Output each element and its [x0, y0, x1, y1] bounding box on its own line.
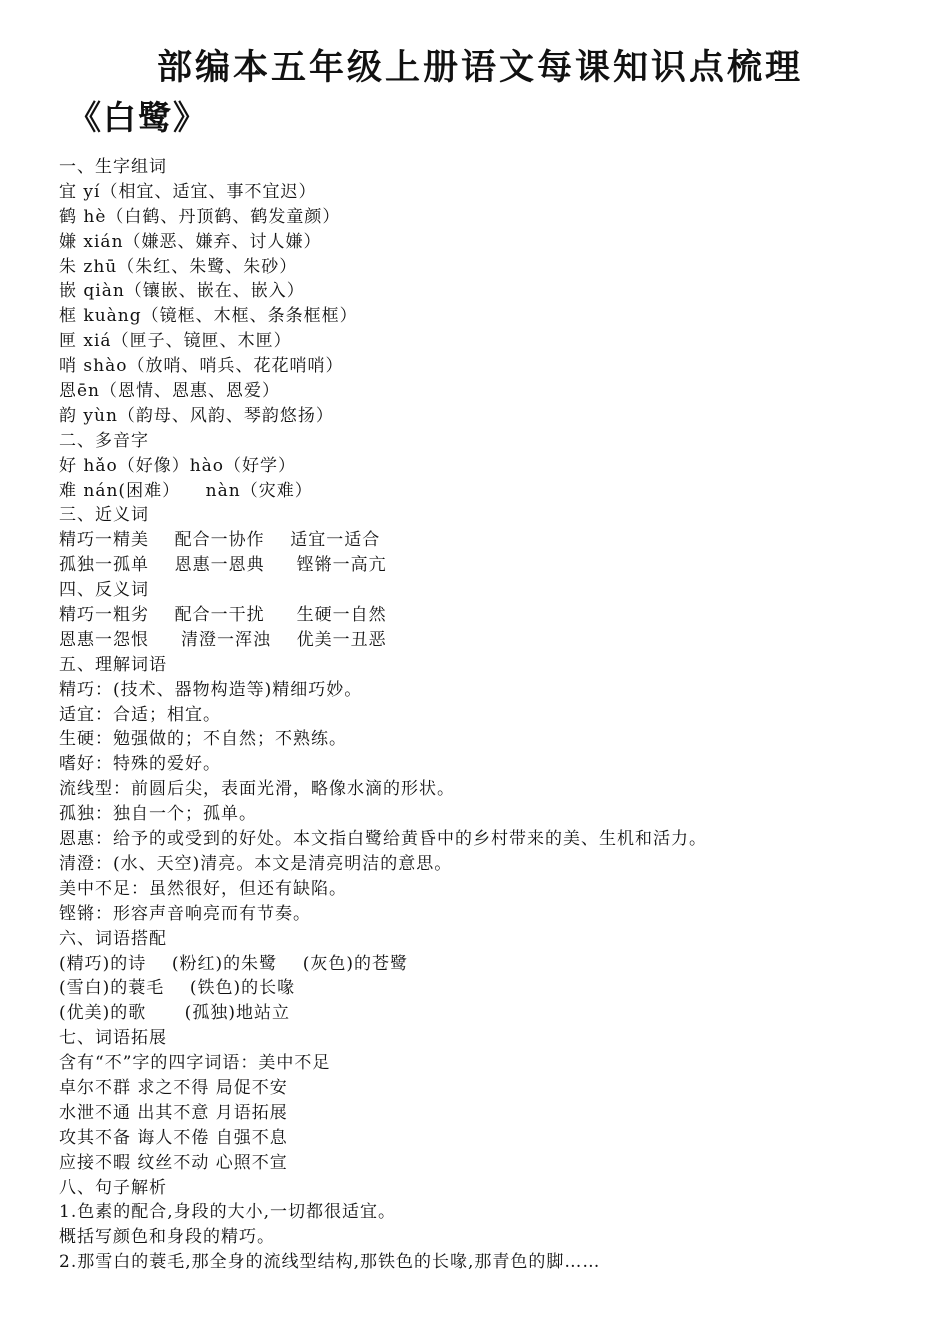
text-line: 好 hǎo（好像）hào（好学） — [59, 455, 297, 476]
text-line: 卓尔不群 求之不得 局促不安 — [59, 1077, 288, 1098]
title-text: 部编本五年级上册语文每课知识点梳理 — [156, 47, 803, 88]
text-line: 精巧一精美 配合一协作 适宜一适合 — [59, 530, 381, 551]
text-line: 1.色素的配合,身段的大小,一切都很适宜。 — [59, 1202, 397, 1223]
text-line: 朱 zhū（朱红、朱鹭、朱砂） — [59, 256, 298, 277]
text-line: 难 nán(困难） nàn（灾难） — [59, 480, 313, 501]
text-line: 嫌 xián（嫌恶、嫌弃、讨人嫌） — [59, 231, 322, 252]
text-line: 恩惠：给予的或受到的好处。本文指白鹭给黄昏中的乡村带来的美、生机和活力。 — [59, 829, 707, 850]
text-line: 哨 shào（放哨、哨兵、花花哨哨） — [59, 356, 344, 377]
text-line: 孤独一孤单 恩惠一恩典 铿锵一高亢 — [59, 555, 387, 576]
text-line: 流线型：前圆后尖，表面光滑，略像水滴的形状。 — [59, 779, 455, 800]
text-line: 匣 xiá（匣子、镜匣、木匣） — [59, 331, 292, 352]
text-line: 恩ēn（恩情、恩惠、恩爱） — [59, 381, 281, 402]
text-line: 含有“不”字的四字词语：美中不足 — [59, 1053, 331, 1074]
text-line: 七、词语拓展 — [59, 1028, 167, 1049]
text-line: 框 kuàng（镜框、木框、条条框框） — [59, 306, 358, 327]
text-line: 铿锵：形容声音响亮而有节奏。 — [59, 903, 311, 924]
text-line: (优美)的歌 (孤独)地站立 — [59, 1003, 290, 1024]
text-line: 宜 yí（相宜、适宜、事不宜迟） — [59, 181, 317, 202]
text-line: 五、理解词语 — [59, 654, 167, 675]
text-line: 概括写颜色和身段的精巧。 — [59, 1227, 275, 1248]
text-line: 六、词语搭配 — [59, 928, 167, 949]
text-line: 嵌 qiàn（镶嵌、嵌在、嵌入） — [59, 281, 305, 302]
text-line: 嗜好：特殊的爱好。 — [59, 754, 221, 775]
text-line: (精巧)的诗 (粉红)的朱鹭 (灰色)的苍鹭 — [59, 953, 409, 974]
lesson-title: 《白鹭》 — [68, 98, 208, 137]
text-line: 应接不暇 纹丝不动 心照不宣 — [59, 1152, 288, 1173]
text-line: 美中不足：虽然很好，但还有缺陷。 — [59, 878, 347, 899]
text-line: 精巧：(技术、器物构造等)精细巧妙。 — [59, 679, 363, 700]
text-line: 水泄不通 出其不意 月语拓展 — [59, 1102, 288, 1123]
text-line: 2.那雪白的蓑毛,那全身的流线型结构,那铁色的长喙,那青色的脚…… — [59, 1252, 601, 1273]
text-line: 孤独：独自一个；孤单。 — [59, 804, 257, 825]
text-line: (雪白)的蓑毛 (铁色)的长喙 — [59, 978, 296, 999]
text-line: 三、近义词 — [59, 505, 149, 526]
text-line: 鹤 hè（白鹤、丹顶鹤、鹤发童颜） — [59, 206, 341, 227]
text-line: 一、生字组词 — [59, 157, 167, 177]
text-line: 生硬：勉强做的；不自然；不熟练。 — [59, 729, 347, 750]
text-line: 八、句子解析 — [59, 1177, 167, 1198]
text-line: 四、反义词 — [59, 580, 149, 601]
text-line: 韵 yùn（韵母、风韵、琴韵悠扬） — [59, 405, 334, 426]
text-line: 适宜：合适；相宜。 — [59, 704, 221, 725]
document-body — [59, 155, 929, 1275]
text-line: 二、多音字 — [59, 430, 149, 451]
document-title — [0, 40, 950, 90]
text-line: 攻其不备 诲人不倦 自强不息 — [59, 1127, 288, 1148]
text-line: 清澄：(水、天空)清亮。本文是清亮明洁的意思。 — [59, 853, 453, 874]
text-line: 恩惠一怨恨 清澄一浑浊 优美一丑恶 — [59, 629, 387, 650]
text-line: 精巧一粗劣 配合一干扰 生硬一自然 — [59, 605, 387, 626]
